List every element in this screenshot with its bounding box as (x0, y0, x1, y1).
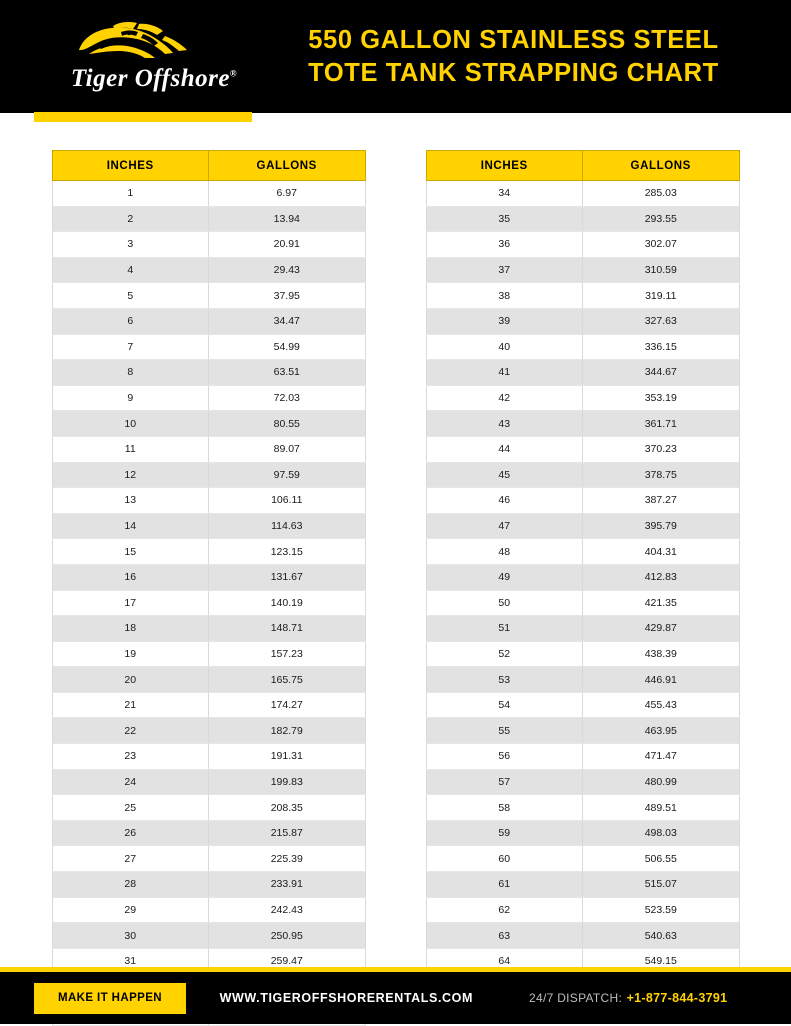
table-row (426, 181, 739, 207)
logo-wordmark-text: Tiger Offshore (70, 65, 230, 92)
table-row (52, 385, 365, 411)
logo-wordmark (71, 65, 237, 93)
table-row (52, 257, 365, 283)
cell-gallons: 106.11 (209, 488, 366, 514)
table-row (52, 769, 365, 795)
cell-gallons: 225.39 (209, 846, 366, 872)
cell-inches: 61 (426, 872, 583, 898)
table-row (426, 513, 739, 539)
cell-inches: 44 (426, 436, 583, 462)
cell-inches: 30 (52, 923, 209, 949)
table-row (426, 539, 739, 565)
cell-gallons: 80.55 (209, 411, 366, 437)
cell-inches: 22 (52, 718, 209, 744)
cell-gallons: 97.59 (209, 462, 366, 488)
table-row (52, 897, 365, 923)
cell-inches: 56 (426, 744, 583, 770)
cell-gallons: 13.94 (209, 206, 366, 232)
table-row (52, 308, 365, 334)
table-row (52, 436, 365, 462)
table-row (426, 360, 739, 386)
column-header-gallons: GALLONS (583, 151, 740, 181)
cell-inches: 35 (426, 206, 583, 232)
cell-gallons: 131.67 (209, 564, 366, 590)
table-row (52, 641, 365, 667)
table-row (426, 385, 739, 411)
table-row (426, 206, 739, 232)
table-header-row (52, 151, 365, 181)
table-row (426, 232, 739, 258)
cell-inches: 57 (426, 769, 583, 795)
cell-inches: 18 (52, 616, 209, 642)
table-row (426, 564, 739, 590)
table-row (52, 232, 365, 258)
cell-gallons: 523.59 (583, 897, 740, 923)
cell-gallons: 293.55 (583, 206, 740, 232)
cell-inches: 38 (426, 283, 583, 309)
cell-gallons: 395.79 (583, 513, 740, 539)
table-row (52, 590, 365, 616)
table-row (52, 411, 365, 437)
cell-gallons: 404.31 (583, 539, 740, 565)
strapping-table-left (52, 150, 366, 1026)
table-row (52, 513, 365, 539)
cell-gallons: 34.47 (209, 308, 366, 334)
cell-inches: 2 (52, 206, 209, 232)
table-row (52, 206, 365, 232)
cell-inches: 62 (426, 897, 583, 923)
cell-inches: 48 (426, 539, 583, 565)
cell-gallons: 302.07 (583, 232, 740, 258)
table-row (426, 462, 739, 488)
cell-gallons: 353.19 (583, 385, 740, 411)
cell-inches: 54 (426, 692, 583, 718)
cell-gallons: 446.91 (583, 667, 740, 693)
table-row (426, 616, 739, 642)
table-row (426, 334, 739, 360)
company-logo (34, 20, 274, 93)
cell-gallons: 336.15 (583, 334, 740, 360)
cell-inches: 16 (52, 564, 209, 590)
cell-inches: 6 (52, 308, 209, 334)
column-header-inches: INCHES (52, 151, 209, 181)
table-row (52, 488, 365, 514)
cell-inches: 3 (52, 232, 209, 258)
cell-gallons: 421.35 (583, 590, 740, 616)
table-row (52, 795, 365, 821)
cell-inches: 64 (426, 948, 583, 974)
table-row (426, 820, 739, 846)
footer-website-link[interactable]: WWW.TIGEROFFSHORERENTALS.COM (219, 991, 473, 1005)
table-row (52, 564, 365, 590)
cell-inches: 27 (52, 846, 209, 872)
table-row (52, 539, 365, 565)
cell-inches: 39 (426, 308, 583, 334)
table-row (426, 744, 739, 770)
cell-inches: 5 (52, 283, 209, 309)
cell-gallons: 378.75 (583, 462, 740, 488)
table-row (52, 923, 365, 949)
table-header-row (426, 151, 739, 181)
cell-inches: 43 (426, 411, 583, 437)
cell-gallons: 89.07 (209, 436, 366, 462)
table-row (52, 334, 365, 360)
page-footer (0, 972, 791, 1024)
cell-inches: 13 (52, 488, 209, 514)
table-row (52, 872, 365, 898)
cell-gallons: 387.27 (583, 488, 740, 514)
cell-gallons: 114.63 (209, 513, 366, 539)
cell-inches: 36 (426, 232, 583, 258)
cell-gallons: 471.47 (583, 744, 740, 770)
cell-inches: 40 (426, 334, 583, 360)
cell-gallons: 344.67 (583, 360, 740, 386)
table-row (52, 462, 365, 488)
header-accent-bar-lower (34, 113, 252, 122)
cell-gallons: 250.95 (209, 923, 366, 949)
cell-inches: 63 (426, 923, 583, 949)
table-row (426, 283, 739, 309)
table-body-left (52, 181, 365, 1026)
cell-gallons: 285.03 (583, 181, 740, 207)
cell-inches: 52 (426, 641, 583, 667)
cell-gallons: 480.99 (583, 769, 740, 795)
cell-inches: 20 (52, 667, 209, 693)
cell-gallons: 463.95 (583, 718, 740, 744)
cell-gallons: 191.31 (209, 744, 366, 770)
cell-gallons: 208.35 (209, 795, 366, 821)
cell-inches: 8 (52, 360, 209, 386)
cell-inches: 12 (52, 462, 209, 488)
cell-inches: 28 (52, 872, 209, 898)
cell-gallons: 199.83 (209, 769, 366, 795)
cell-gallons: 148.71 (209, 616, 366, 642)
table-row (426, 769, 739, 795)
cell-inches: 42 (426, 385, 583, 411)
table-row (52, 181, 365, 207)
cell-inches: 51 (426, 616, 583, 642)
cell-gallons: 515.07 (583, 872, 740, 898)
cell-gallons: 6.97 (209, 181, 366, 207)
table-row (426, 897, 739, 923)
footer-tagline: MAKE IT HAPPEN (34, 983, 186, 1014)
cell-gallons: 540.63 (583, 923, 740, 949)
cell-gallons: 242.43 (209, 897, 366, 923)
cell-gallons: 63.51 (209, 360, 366, 386)
table-row (426, 411, 739, 437)
cell-inches: 55 (426, 718, 583, 744)
table-row (426, 923, 739, 949)
cell-gallons: 72.03 (209, 385, 366, 411)
table-row (426, 436, 739, 462)
footer-contact (186, 989, 791, 1007)
cell-inches: 17 (52, 590, 209, 616)
cell-inches: 34 (426, 181, 583, 207)
cell-inches: 49 (426, 564, 583, 590)
cell-gallons: 165.75 (209, 667, 366, 693)
table-row (426, 641, 739, 667)
cell-gallons: 174.27 (209, 692, 366, 718)
page-title-line-2: TOTE TANK STRAPPING CHART (308, 58, 719, 87)
cell-gallons: 370.23 (583, 436, 740, 462)
cell-gallons: 438.39 (583, 641, 740, 667)
footer-dispatch-block (529, 989, 727, 1007)
cell-gallons: 489.51 (583, 795, 740, 821)
cell-inches: 14 (52, 513, 209, 539)
table-row (426, 846, 739, 872)
logo-registered-mark: ® (229, 68, 238, 79)
cell-inches: 1 (52, 181, 209, 207)
column-header-gallons: GALLONS (209, 151, 366, 181)
cell-inches: 46 (426, 488, 583, 514)
table-row (52, 744, 365, 770)
cell-inches: 21 (52, 692, 209, 718)
strapping-table-right (426, 150, 740, 1000)
table-row (52, 667, 365, 693)
table-row (52, 283, 365, 309)
cell-inches: 59 (426, 820, 583, 846)
cell-inches: 45 (426, 462, 583, 488)
cell-inches: 19 (52, 641, 209, 667)
page-title (274, 24, 763, 89)
cell-inches: 11 (52, 436, 209, 462)
chart-body (0, 122, 791, 1026)
cell-inches: 60 (426, 846, 583, 872)
cell-inches: 53 (426, 667, 583, 693)
cell-gallons: 215.87 (209, 820, 366, 846)
cell-gallons: 29.43 (209, 257, 366, 283)
cell-inches: 23 (52, 744, 209, 770)
table-row (426, 667, 739, 693)
table-row (52, 820, 365, 846)
cell-inches: 29 (52, 897, 209, 923)
cell-inches: 24 (52, 769, 209, 795)
cell-gallons: 319.11 (583, 283, 740, 309)
cell-inches: 47 (426, 513, 583, 539)
column-header-inches: INCHES (426, 151, 583, 181)
cell-gallons: 20.91 (209, 232, 366, 258)
cell-inches: 15 (52, 539, 209, 565)
header-divider (0, 113, 791, 122)
cell-gallons: 506.55 (583, 846, 740, 872)
table-row (426, 795, 739, 821)
cell-gallons: 327.63 (583, 308, 740, 334)
cell-inches: 41 (426, 360, 583, 386)
table-row (52, 692, 365, 718)
cell-gallons: 233.91 (209, 872, 366, 898)
cell-gallons: 123.15 (209, 539, 366, 565)
cell-gallons: 498.03 (583, 820, 740, 846)
cell-inches: 58 (426, 795, 583, 821)
table-row (52, 846, 365, 872)
cell-inches: 9 (52, 385, 209, 411)
page-header (0, 0, 791, 113)
cell-inches: 37 (426, 257, 583, 283)
cell-gallons: 140.19 (209, 590, 366, 616)
cell-inches: 26 (52, 820, 209, 846)
table-row (426, 308, 739, 334)
cell-gallons: 455.43 (583, 692, 740, 718)
cell-gallons: 37.95 (209, 283, 366, 309)
cell-gallons: 361.71 (583, 411, 740, 437)
strapping-table-right-wrapper (426, 150, 740, 1026)
table-row (52, 616, 365, 642)
table-body-right (426, 181, 739, 1000)
table-row (426, 692, 739, 718)
table-row (426, 872, 739, 898)
table-row (426, 257, 739, 283)
footer-phone-number[interactable]: +1-877-844-3791 (626, 991, 728, 1005)
cell-inches: 25 (52, 795, 209, 821)
strapping-table-left-wrapper (52, 150, 366, 1026)
cell-gallons: 54.99 (209, 334, 366, 360)
cell-gallons: 549.15 (583, 948, 740, 974)
cell-inches: 10 (52, 411, 209, 437)
cell-gallons: 182.79 (209, 718, 366, 744)
table-row (426, 488, 739, 514)
table-row (52, 360, 365, 386)
table-row (52, 718, 365, 744)
page-title-line-1: 550 GALLON STAINLESS STEEL (308, 25, 719, 54)
cell-gallons: 310.59 (583, 257, 740, 283)
footer-dispatch-label: 24/7 DISPATCH: (529, 991, 623, 1005)
cell-gallons: 157.23 (209, 641, 366, 667)
tiger-head-icon (69, 20, 239, 64)
cell-gallons: 412.83 (583, 564, 740, 590)
table-row (426, 718, 739, 744)
cell-gallons: 429.87 (583, 616, 740, 642)
cell-inches: 31 (52, 948, 209, 974)
cell-inches: 4 (52, 257, 209, 283)
cell-gallons: 259.47 (209, 948, 366, 974)
table-row (426, 590, 739, 616)
cell-inches: 50 (426, 590, 583, 616)
cell-inches: 7 (52, 334, 209, 360)
